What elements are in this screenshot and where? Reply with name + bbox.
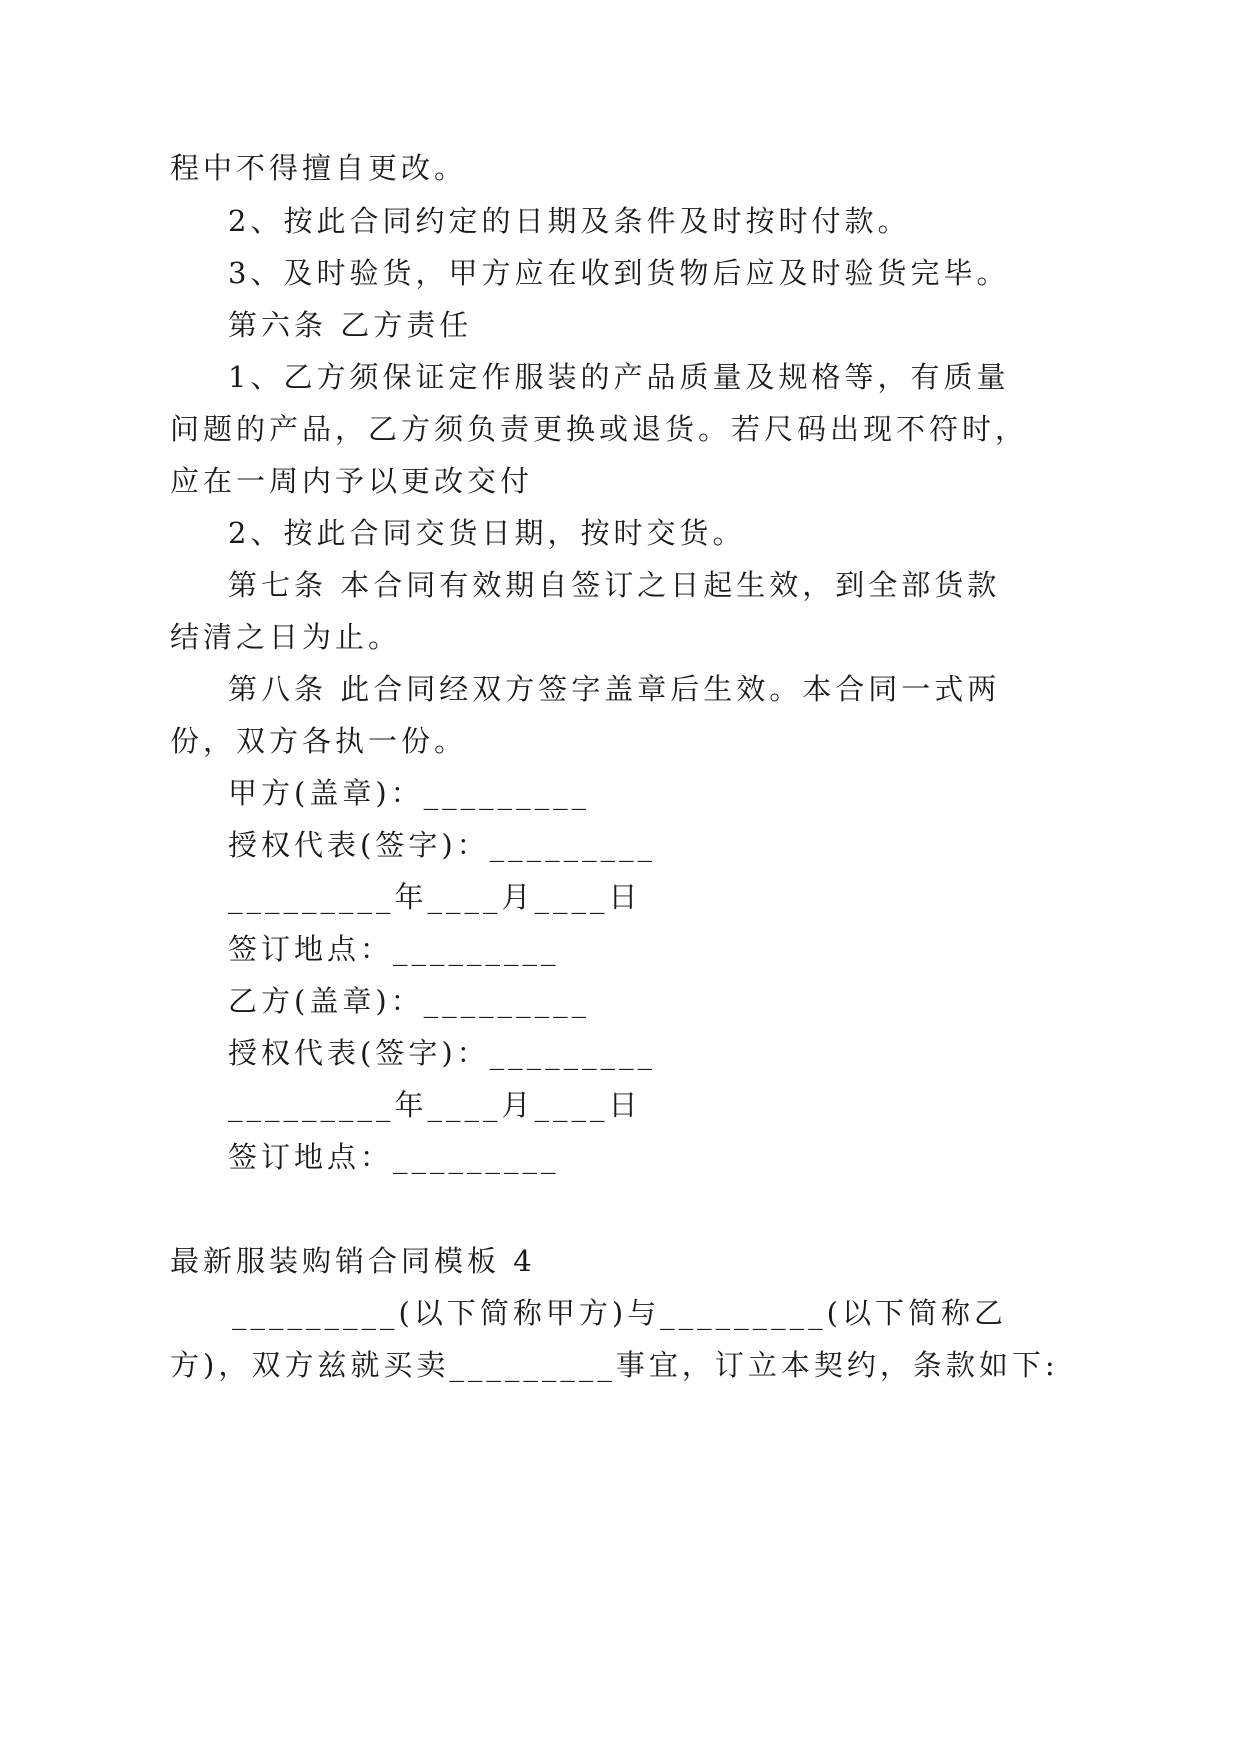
- template-4-intro-line-1: _________(以下简称甲方)与_________(以下简称乙: [232, 1296, 1007, 1330]
- paragraph-continuation: 程中不得擅自更改。: [170, 151, 468, 185]
- article-6-item-1-line-3: 应在一周内予以更改交付: [170, 464, 534, 498]
- article-7-line-2: 结清之日为止。: [170, 620, 402, 654]
- article-6-item-1-line-2: 问题的产品，乙方须负责更换或退货。若尺码出现不符时，: [170, 412, 1029, 446]
- article-8-line-1: 第八条 此合同经双方签字盖章后生效。本合同一式两: [228, 672, 1001, 706]
- article-8-line-2: 份，双方各执一份。: [170, 724, 468, 758]
- party-b-seal: 乙方(盖章)：_________: [228, 984, 591, 1018]
- article-6-title: 第六条 乙方责任: [228, 308, 473, 342]
- party-a-date: _________年____月____日: [228, 880, 642, 914]
- party-a-place: 签订地点：_________: [228, 932, 560, 966]
- clause-3-inspection: 3、及时验货，甲方应在收到货物后应及时验货完毕。: [228, 256, 1010, 290]
- template-4-intro-line-2: 方)，双方兹就买卖_________事宜，订立本契约，条款如下:: [170, 1348, 1059, 1382]
- party-b-date: _________年____月____日: [228, 1088, 642, 1122]
- template-4-title: 最新服装购销合同模板 4: [170, 1244, 536, 1278]
- article-6-item-1-line-1: 1、乙方须保证定作服装的产品质量及规格等，有质量: [228, 360, 1010, 394]
- party-b-representative: 授权代表(签字)：_________: [228, 1036, 657, 1070]
- article-7-line-1: 第七条 本合同有效期自签订之日起生效，到全部货款: [228, 568, 1001, 602]
- party-a-representative: 授权代表(签字)：_________: [228, 828, 657, 862]
- article-6-item-2: 2、按此合同交货日期，按时交货。: [228, 516, 746, 550]
- party-b-place: 签订地点：_________: [228, 1140, 560, 1174]
- party-a-seal: 甲方(盖章)：_________: [228, 776, 591, 810]
- clause-2-payment: 2、按此合同约定的日期及条件及时按时付款。: [228, 204, 911, 238]
